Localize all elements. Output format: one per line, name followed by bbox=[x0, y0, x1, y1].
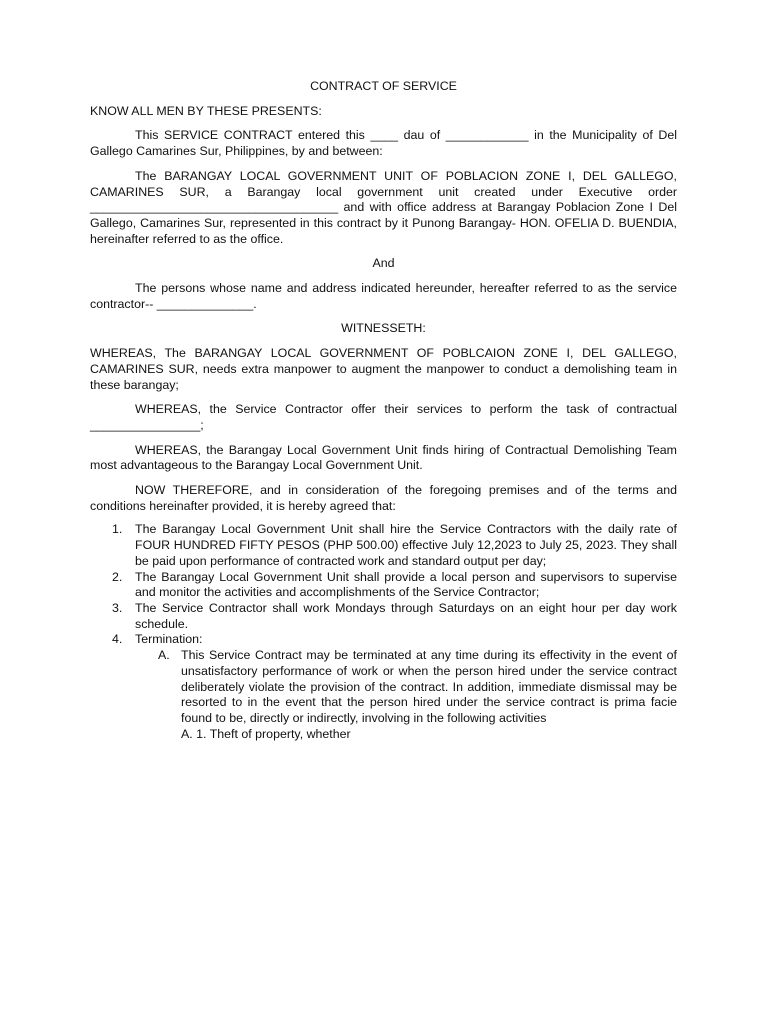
terms-list bbox=[90, 522, 677, 742]
list-item-number: 2. bbox=[112, 569, 123, 584]
sublist-item-text: This Service Contract may be terminated at any time during its effectivity in the event of unsatisfactory performance of work or when the person hired under the service contract deliberately violate the provision of the contract. In addition, immediate dismissal may be resorted to in the event that the person hired under the service contract is prima facie found to be, directly or indirectly, involving in the following activities bbox=[181, 648, 677, 725]
contract-title: CONTRACT OF SERVICE bbox=[310, 79, 457, 93]
list-item-number: 4. bbox=[112, 632, 123, 647]
list-item-text: The Barangay Local Government Unit shall provide a local person and supervisors to supervise and monitor the activities and accomplishments of the Service Contractor; bbox=[135, 569, 677, 600]
witnesseth-heading: WITNESSETH: bbox=[341, 321, 426, 336]
list-item bbox=[90, 522, 677, 569]
termination-sublist bbox=[135, 648, 677, 742]
list-item-number: 3. bbox=[112, 600, 123, 615]
sublist-item bbox=[135, 648, 677, 742]
contract-body bbox=[90, 79, 677, 742]
list-item bbox=[90, 632, 677, 742]
list-item-text: Termination: bbox=[135, 632, 203, 647]
and-label: And bbox=[372, 256, 395, 271]
party-two-paragraph: The persons whose name and address indicated hereunder, hereafter referred to as the service contractor-- ______________. bbox=[90, 281, 677, 311]
list-item-text: The Barangay Local Government Unit shall hire the Service Contractors with the daily rate of FOUR HUNDRED FIFTY PESOS (PHP 500.00) effective July 12,2023 to July 25, 2023. They shall be paid upon performance of contracted work and standard output per day; bbox=[135, 522, 677, 568]
list-item bbox=[90, 570, 677, 601]
whereas-paragraph-1: WHEREAS, The BARANGAY LOCAL GOVERNMENT OF POBLCAION ZONE I, DEL GALLEGO, CAMARINES SUR, needs extra manpower to augment the manpower to conduct a demolishing team in these barangay; bbox=[90, 346, 677, 392]
whereas-paragraph-2: WHEREAS, the Service Contractor offer their services to perform the task of contractual ________________; bbox=[90, 402, 677, 432]
intro-paragraph: This SERVICE CONTRACT entered this ____ dau of ____________ in the Municipality of Del Gallego Camarines Sur, Philippines, by and between: bbox=[90, 128, 677, 159]
now-therefore-paragraph: NOW THEREFORE, and in consideration of the foregoing premises and of the terms and conditions hereinafter provided, it is hereby agreed that: bbox=[90, 483, 677, 513]
list-item bbox=[90, 601, 677, 632]
party-one-paragraph: The BARANGAY LOCAL GOVERNMENT UNIT OF POBLACION ZONE I, DEL GALLEGO, CAMARINES SUR, a Barangay local government unit created under Executive order ____________________________________ and with office address at Barangay Poblacion Zone I Del Gallego, Camarines Sur, represented in this contract by it Punong Barangay- HON. OFELIA D. BUENDIA, hereinafter referred to as the office. bbox=[90, 168, 677, 246]
list-item-text: The Service Contractor shall work Mondays through Saturdays on an eight hour per day work schedule. bbox=[135, 600, 677, 631]
sub-subitem-text: A. 1. Theft of property, whether bbox=[181, 726, 351, 741]
preamble: KNOW ALL MEN BY THESE PRESENTS: bbox=[90, 103, 322, 118]
whereas-paragraph-3: WHEREAS, the Barangay Local Government Unit finds hiring of Contractual Demolishing Team most advantageous to the Barangay Local Government Unit. bbox=[90, 442, 677, 473]
list-item-number: 1. bbox=[112, 522, 123, 537]
sublist-item-letter: A. bbox=[158, 648, 170, 663]
